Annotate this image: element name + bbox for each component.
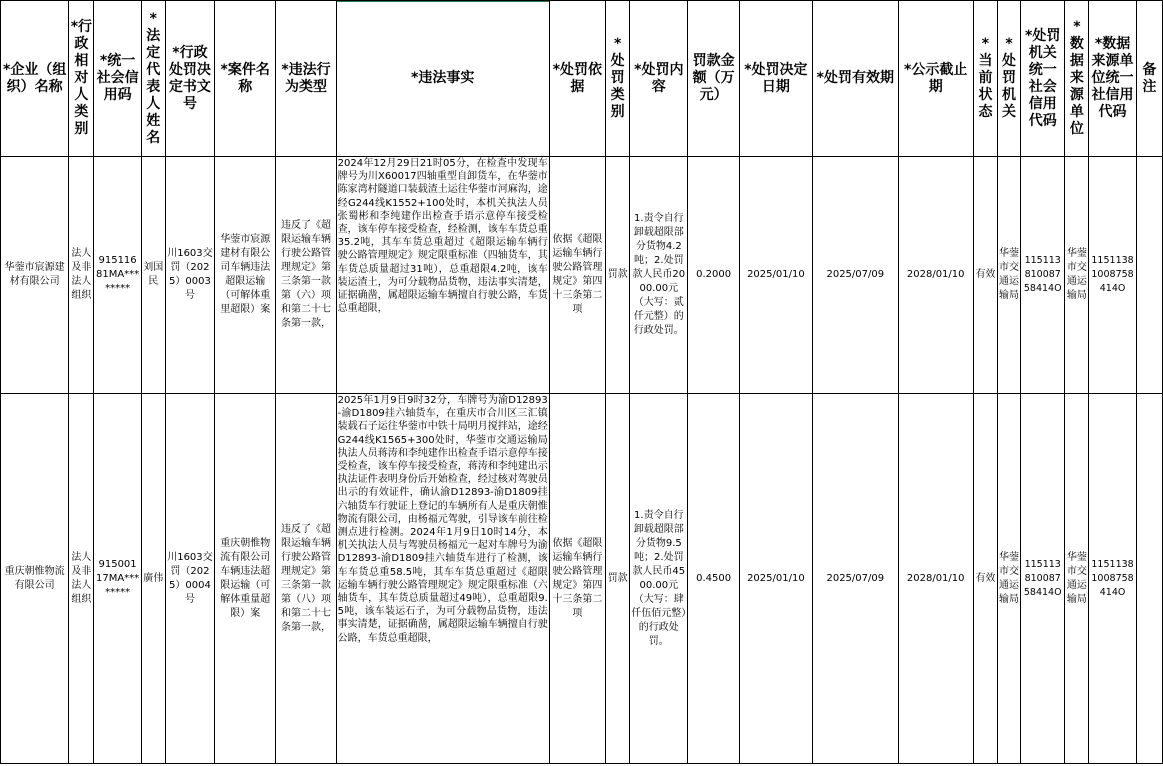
- penalty-content-cell[interactable]: 1.责令自行卸载超限部分货物4.2吨；2.处罚款人民币2000.00元（大写：贰仟元整）的行政处罚。: [630, 157, 688, 394]
- amount-cell[interactable]: 0.2000: [688, 157, 739, 394]
- header-cell[interactable]: *处罚内容: [630, 1, 688, 157]
- valid-until-cell[interactable]: 2025/07/09: [813, 394, 898, 764]
- authority-cell[interactable]: 华蓥市交通运输局: [998, 394, 1021, 764]
- amount-cell[interactable]: 0.4500: [688, 394, 739, 764]
- table-row: [1, 394, 1163, 764]
- legal-rep-cell[interactable]: 刘国民: [141, 157, 165, 394]
- note-cell[interactable]: [1136, 394, 1162, 764]
- company-cell[interactable]: 重庆朝惟物流有限公司: [1, 394, 69, 764]
- header-cell[interactable]: 备注: [1136, 1, 1162, 157]
- header-cell[interactable]: *行政处罚决定书文号: [165, 1, 214, 157]
- header-cell[interactable]: *处罚类别: [606, 1, 630, 157]
- header-cell[interactable]: *行政相对人类别: [69, 1, 94, 157]
- decision-date-cell[interactable]: 2025/01/10: [739, 157, 812, 394]
- header-cell[interactable]: *处罚机关统一社会信用代码: [1021, 1, 1065, 157]
- facts-cell[interactable]: 2025年1月9日9时32分，车牌号为渝D12893-渝D1809挂六轴货车，在重庆市合川区三汇镇装载石子运往华蓥市中铁十局明月搅拌站，途经G244线K1565+300处时，华蓥市交通运输局执法人员蒋涛和李纯建作出检查手语示意停车接受检查，该车停车接受检查，蒋涛和李纯建出示执法证件表明身份后开始检查，经过核对驾驶员出示的有效证件，确认渝D12893-渝D1809挂六轴货车行驶证上登记的车辆所有人是重庆朝惟物流有限公司，由杨福元驾驶，引导该车前往检测点进行检测。2024年1月9日10时14分，本机关执法人员与驾驶员杨福元一起对车牌号为渝D12893-渝D1809挂六轴货车进行了检测，该车车货总重58.5吨，其车车货总重超过《超限运输车辆行驶公路管理规定》规定限重标准（六轴货车，其车货总质量超过49吨），总重超限9.5吨，该车装运石子，为可分载物品货物，违法事实清楚，证据确凿，属超限运输车辆擅自行驶公路，车货总重超限，: [336, 394, 549, 764]
- company-cell[interactable]: 华蓥市宸源建材有限公司: [1, 157, 69, 394]
- header-cell[interactable]: *统一社会信用码: [94, 1, 141, 157]
- case-name-cell[interactable]: 重庆朝惟物流有限公司车辆违法超限运输（可解体重量超限）案: [215, 394, 276, 764]
- basis-cell[interactable]: 依据《超限运输车辆行驶公路管理规定》第四十三条第二项: [549, 394, 605, 764]
- header-cell[interactable]: *数据来源单位统一社信用代码: [1089, 1, 1136, 157]
- penalty-content-cell[interactable]: 1.责令自行卸载超限部分货物9.5吨；2.处罚款人民币4500.00元（大写：肆仟伍佰元整）的行政处罚。: [630, 394, 688, 764]
- header-cell[interactable]: *数据来源单位: [1065, 1, 1089, 157]
- doc-no-cell[interactable]: 川1603交罚（2025）0004号: [165, 394, 214, 764]
- table-row: [1, 157, 1163, 394]
- header-cell[interactable]: 罚款金额（万元）: [688, 1, 739, 157]
- source-code-cell[interactable]: 11511381008758414O: [1089, 157, 1136, 394]
- header-cell[interactable]: *案件名称: [215, 1, 276, 157]
- penalty-type-cell[interactable]: 罚款: [606, 394, 630, 764]
- violation-type-cell[interactable]: 违反了《超限运输车辆行驶公路管理规定》第三条第一款第（八）项和第二十七条第一款，: [276, 394, 336, 764]
- decision-date-cell[interactable]: 2025/01/10: [739, 394, 812, 764]
- source-code-cell[interactable]: 11511381008758414O: [1089, 394, 1136, 764]
- violation-type-cell[interactable]: 违反了《超限运输车辆行驶公路管理规定》第三条第一款第（六）项和第二十七条第一款，: [276, 157, 336, 394]
- source-cell[interactable]: 华蓥市交通运输局: [1065, 394, 1089, 764]
- header-cell-selected[interactable]: *违法事实: [336, 1, 549, 157]
- category-cell[interactable]: 法人及非法人组织: [69, 394, 94, 764]
- legal-rep-cell[interactable]: 廣伟: [141, 394, 165, 764]
- header-cell[interactable]: *法定代表人姓名: [141, 1, 165, 157]
- header-row: [1, 1, 1163, 157]
- authority-cell[interactable]: 华蓥市交通运输局: [998, 157, 1021, 394]
- source-cell[interactable]: 华蓥市交通运输局: [1065, 157, 1089, 394]
- credit-code-cell[interactable]: 91511681MA********: [94, 157, 141, 394]
- facts-cell[interactable]: 2024年12月29日21时05分，在检查中发现车牌号为川X60017四轴重型自卸货车，在华蓥市陈家湾村隧道口装载渣土运往华蓥市河麻沟，途经G244线K1552+100处时，本机关执法人员张蜀彬和李纯建作出检查手语示意停车接受检查，该车停车接受检查，经检测，该车车货总重35.2吨，其车车货总重超过《超限运输车辆行驶公路管理规定》规定限重标准（四轴货车，其车货总质量超过31吨），总重超限4.2吨，该车装运渣土，为可分载物品货物，违法事实清楚，证据确凿，属超限运输车辆擅自行驶公路，车货总重超限，: [336, 157, 549, 394]
- header-cell[interactable]: *处罚决定日期: [739, 1, 812, 157]
- header-cell[interactable]: *违法行为类型: [276, 1, 336, 157]
- header-cell[interactable]: *公示截止期: [898, 1, 973, 157]
- header-cell[interactable]: *处罚机关: [998, 1, 1021, 157]
- doc-no-cell[interactable]: 川1603交罚（2025）0003号: [165, 157, 214, 394]
- header-cell[interactable]: *处罚有效期: [813, 1, 898, 157]
- basis-cell[interactable]: 依据《超限运输车辆行驶公路管理规定》第四十三条第二项: [549, 157, 605, 394]
- credit-code-cell[interactable]: 91500117MA********: [94, 394, 141, 764]
- valid-until-cell[interactable]: 2025/07/09: [813, 157, 898, 394]
- status-cell[interactable]: 有效: [973, 157, 997, 394]
- publish-until-cell[interactable]: 2028/01/10: [898, 394, 973, 764]
- note-cell[interactable]: [1136, 157, 1162, 394]
- header-cell[interactable]: *处罚依据: [549, 1, 605, 157]
- header-cell[interactable]: *当前状态: [973, 1, 997, 157]
- category-cell[interactable]: 法人及非法人组织: [69, 157, 94, 394]
- case-name-cell[interactable]: 华蓥市宸源建材有限公司车辆违法超限运输（可解体重里超限）案: [215, 157, 276, 394]
- penalty-type-cell[interactable]: 罚款: [606, 157, 630, 394]
- publish-until-cell[interactable]: 2028/01/10: [898, 157, 973, 394]
- authority-code-cell[interactable]: 11511381008758414O: [1021, 394, 1065, 764]
- authority-code-cell[interactable]: 11511381008758414O: [1021, 157, 1065, 394]
- status-cell[interactable]: 有效: [973, 394, 997, 764]
- header-cell[interactable]: *企业（组织）名称: [1, 1, 69, 157]
